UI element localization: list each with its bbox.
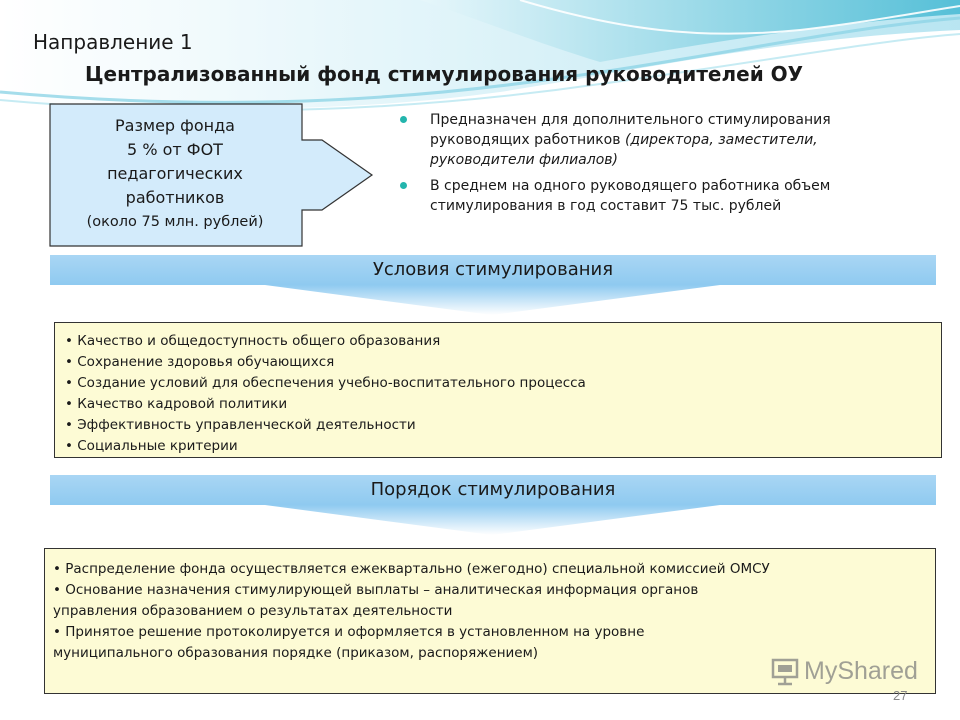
purpose-list [398, 110, 918, 222]
conditions-funnel-arrow [265, 285, 720, 315]
fund-line-4: работников [125, 188, 225, 207]
conditions-box [54, 322, 942, 458]
fund-line-2: 5 % от ФОТ [127, 140, 223, 159]
section-subtitle: Направление 1 [33, 30, 193, 54]
procedure-line: • Распределение фонда осуществляется ежеквартально (ежегодно) специальной комиссией ОМСУ [53, 561, 770, 577]
condition-item: • Эффективность управленческой деятельности [65, 417, 416, 433]
condition-item: • Создание условий для обеспечения учебно-воспитательного процесса [65, 375, 586, 391]
purpose-item [398, 176, 918, 216]
condition-item: • Качество кадровой политики [65, 396, 288, 412]
procedure-funnel-arrow [265, 505, 720, 535]
page-number: 27 [893, 688, 908, 703]
procedure-header-band: Порядок стимулирования [50, 475, 936, 505]
procedure-line: муниципального образования порядке (приказом, распоряжением) [53, 645, 539, 661]
fund-line-1: Размер фонда [115, 116, 235, 135]
procedure-line: • Принятое решение протоколируется и оформляется в установленном на уровне [53, 624, 645, 640]
fund-line-3: педагогических [107, 164, 243, 183]
condition-item: • Сохранение здоровья обучающихся [65, 354, 335, 370]
fund-size-text [52, 114, 298, 234]
bullet-dot-icon [400, 182, 407, 189]
purpose-item [398, 110, 918, 170]
procedure-line: • Основание назначения стимулирующей выплаты – аналитическая информация органов [53, 582, 699, 598]
conditions-header-band: Условия стимулирования [50, 255, 936, 285]
purpose-item-roles: (директора, заместители, руководители филиалов) [430, 132, 818, 168]
watermark-text: MyShared [804, 656, 918, 685]
condition-item: • Социальные критерии [65, 438, 238, 454]
myshared-watermark [770, 656, 918, 686]
condition-item: • Качество и общедоступность общего образования [65, 333, 441, 349]
purpose-item-text: Предназначен для дополнительного стимулирования руководящих работников [430, 112, 831, 148]
presentation-board-icon [770, 656, 800, 686]
bullet-dot-icon [400, 116, 407, 123]
procedure-line: управления образованием о результатах деятельности [53, 603, 453, 619]
fund-line-5: (около 75 млн. рублей) [86, 214, 264, 230]
slide-title: Централизованный фонд стимулирования руководителей ОУ [85, 62, 804, 86]
purpose-item-text: В среднем на одного руководящего работника объем стимулирования в год составит 75 тыс. рублей [430, 178, 831, 214]
